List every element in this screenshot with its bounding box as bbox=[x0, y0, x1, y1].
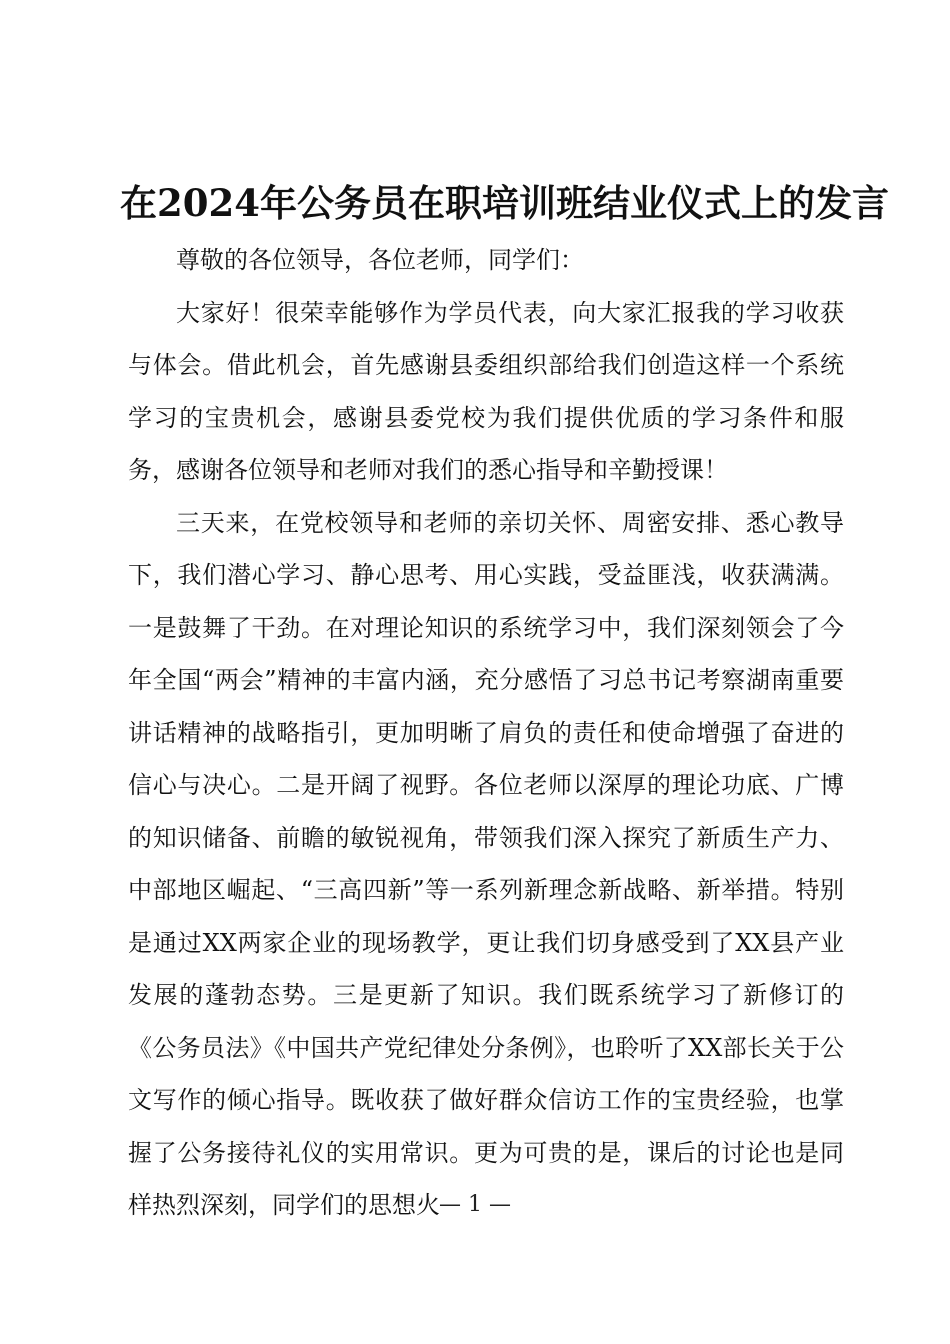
paragraph-greeting: 大家好！很荣幸能够作为学员代表，向大家汇报我的学习收获与体会。借此机会，首先感谢县委组织部给我们创造这样一个系统学习的宝贵机会，感谢县委党校为我们提供优质的学习条件和服务，感谢各位领导和老师对我们的悉心指导和辛勤授课！ bbox=[128, 298, 844, 484]
paragraph-learning-gains: 三天来，在党校领导和老师的亲切关怀、周密安排、悉心教导下，我们潜心学习、静心思考、用心实践，受益匪浅，收获满满。一是鼓舞了干劲。在对理论知识的系统学习中，我们深刻领会了今年全国“两会”精神的丰富内涵，充分感悟了习总书记考察湖南重要讲话精神的战略指引，更加明晰了肩负的责任和使命增强了奋进的信心与决心。二是开阔了视野。各位老师以深厚的理论功底、广博的知识储备、前瞻的敏锐视角，带领我们深入探究了新质生产力、中部地区崛起、“三高四新”等一系列新理念新战略、新举措。特别是通过XX两家企业的现场教学，更让我们切身感受到了XX县产业发展的蓬勃态势。三是更新了知识。我们既系统学习了新修订的《公务员法》《中国共产党纪律处分条例》，也聆听了XX部长关于公文写作的倾心指导。既收获了做好群众信访工作的宝贵经验，也掌握了公务接待礼仪的实用常识。更为可贵的是，课后的讨论也是同样热烈深刻，同学们的思想火 bbox=[128, 508, 844, 1219]
salutation: 尊敬的各位领导，各位老师，同学们： bbox=[176, 246, 584, 274]
document-title: 在2024年公务员在职培训班结业仪式上的发言 bbox=[120, 181, 889, 225]
page-number: — 1 — bbox=[439, 1192, 511, 1217]
document-body bbox=[128, 234, 844, 1232]
